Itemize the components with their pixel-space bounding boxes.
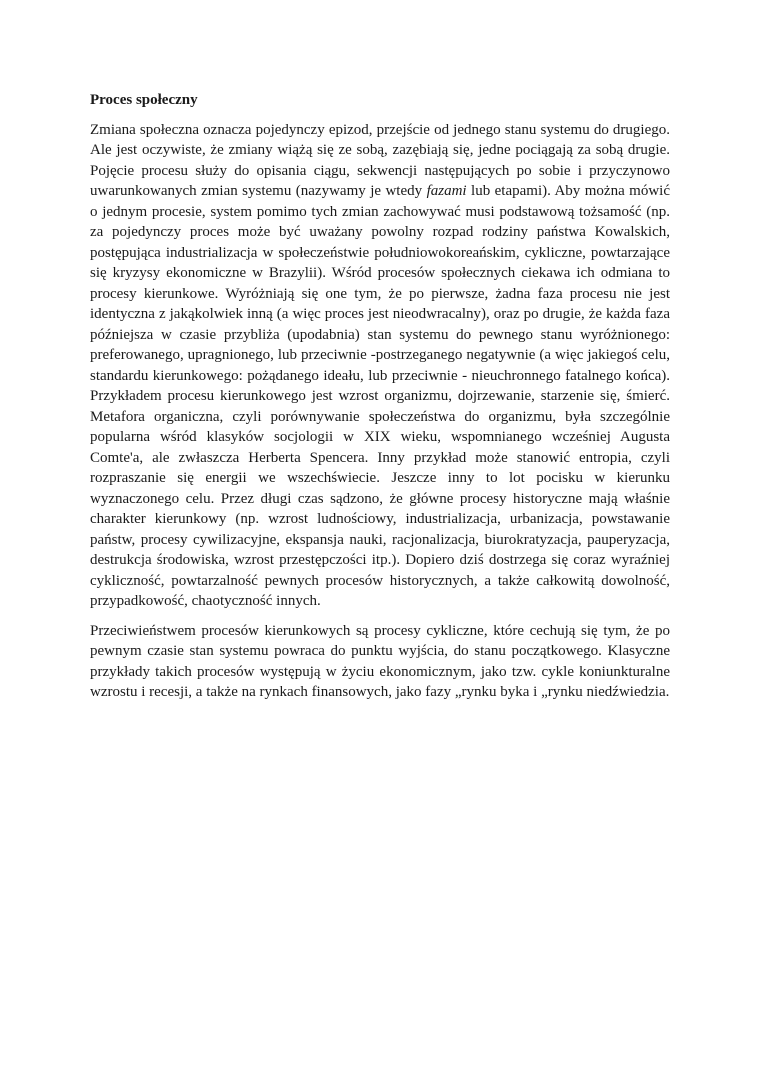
paragraph-1 <box>90 120 670 612</box>
document-title: Proces społeczny <box>90 92 198 108</box>
paragraph-1-term: fazami <box>426 183 467 199</box>
paragraph-1-text-a: Zmiana społeczna oznacza pojedynczy epizod, przejście od jednego stanu systemu do drugiego. Ale jest oczywiste, że zmiany wiążą się ze sobą, zazębiają się, jedne pociągają za sobą drugie. Pojęcie procesu służy do opisania ciągu, sekwencji następujących po sobie i przyczynowo uwarunkowanych zmian systemu (nazywamy je wtedy <box>90 121 670 199</box>
paragraph-1-text-b: lub etapami). Aby można mówić o jednym procesie, system pomimo tych zmian zachowywać musi podstawową tożsamość (np. za pojedynczy proces może być uważany powolny rozpad rodziny państwa Kowalskich, postępująca industrializacja w społeczeństwie południowokoreańskim, cykliczne, powtarzające się kryzysy ekonomiczne w Brazylii). Wśród procesów społecznych ciekawa ich odmiana to procesy kierunkowe. Wyróżniają się one tym, że po pierwsze, żadna faza procesu nie jest identyczna z jakąkolwiek inną (a więc proces jest nieodwracalny), oraz po drugie, że każda faza późniejsza w czasie przybliża (upodabnia) stan systemu do pewnego stanu wyróżnionego: preferowanego, upragnionego, lub przeciwnie -postrzeganego negatywnie (a więc jakiegoś celu, standardu kierunkowego: pożądanego ideału, lub przeciwnie - nieuchronnego fatalnego końca). Przykładem procesu kierunkowego jest wzrost organizmu, dojrzewanie, starzenie się, śmierć. Metafora organiczna, czyli porównywanie społeczeństwa do organizmu, była szczególnie popularna wśród klasyków socjologii w XIX wieku, wspomnianego wcześniej Augusta Comte'a, ale zwłaszcza Herberta Spencera. Inny przykład może stanowić entropia, czyli rozpraszanie się energii we wszechświecie. Jeszcze inny to lot pocisku w kierunku wyznaczonego celu. Przez długi czas sądzono, że główne procesy historyczne mają właśnie charakter kierunkowy (np. wzrost ludnościowy, industrializacja, urbanizacja, powstawanie państw, procesy cywilizacyjne, ekspansja nauki, racjonalizacja, biurokratyzacja, pauperyzacja, destrukcja środowiska, wzrost przestępczości itp.). Dopiero dziś dostrzega się coraz wyraźniej cykliczność, powtarzalność pewnych procesów historycznych, a także całkowitą dowolność, przypadkowość, chaotyczność innych. <box>90 183 670 609</box>
paragraph-2: Przeciwieństwem procesów kierunkowych są procesy cykliczne, które cechują się tym, że po pewnym czasie stan systemu powraca do punktu wyjścia, do stanu początkowego. Klasyczne przykłady takich procesów występują w życiu ekonomicznym, jako tzw. cykle koniunkturalne wzrostu i recesji, a także na rynkach finansowych, jako fazy „rynku byka i „rynku niedźwiedzia. <box>90 622 670 700</box>
document-body <box>90 90 670 712</box>
